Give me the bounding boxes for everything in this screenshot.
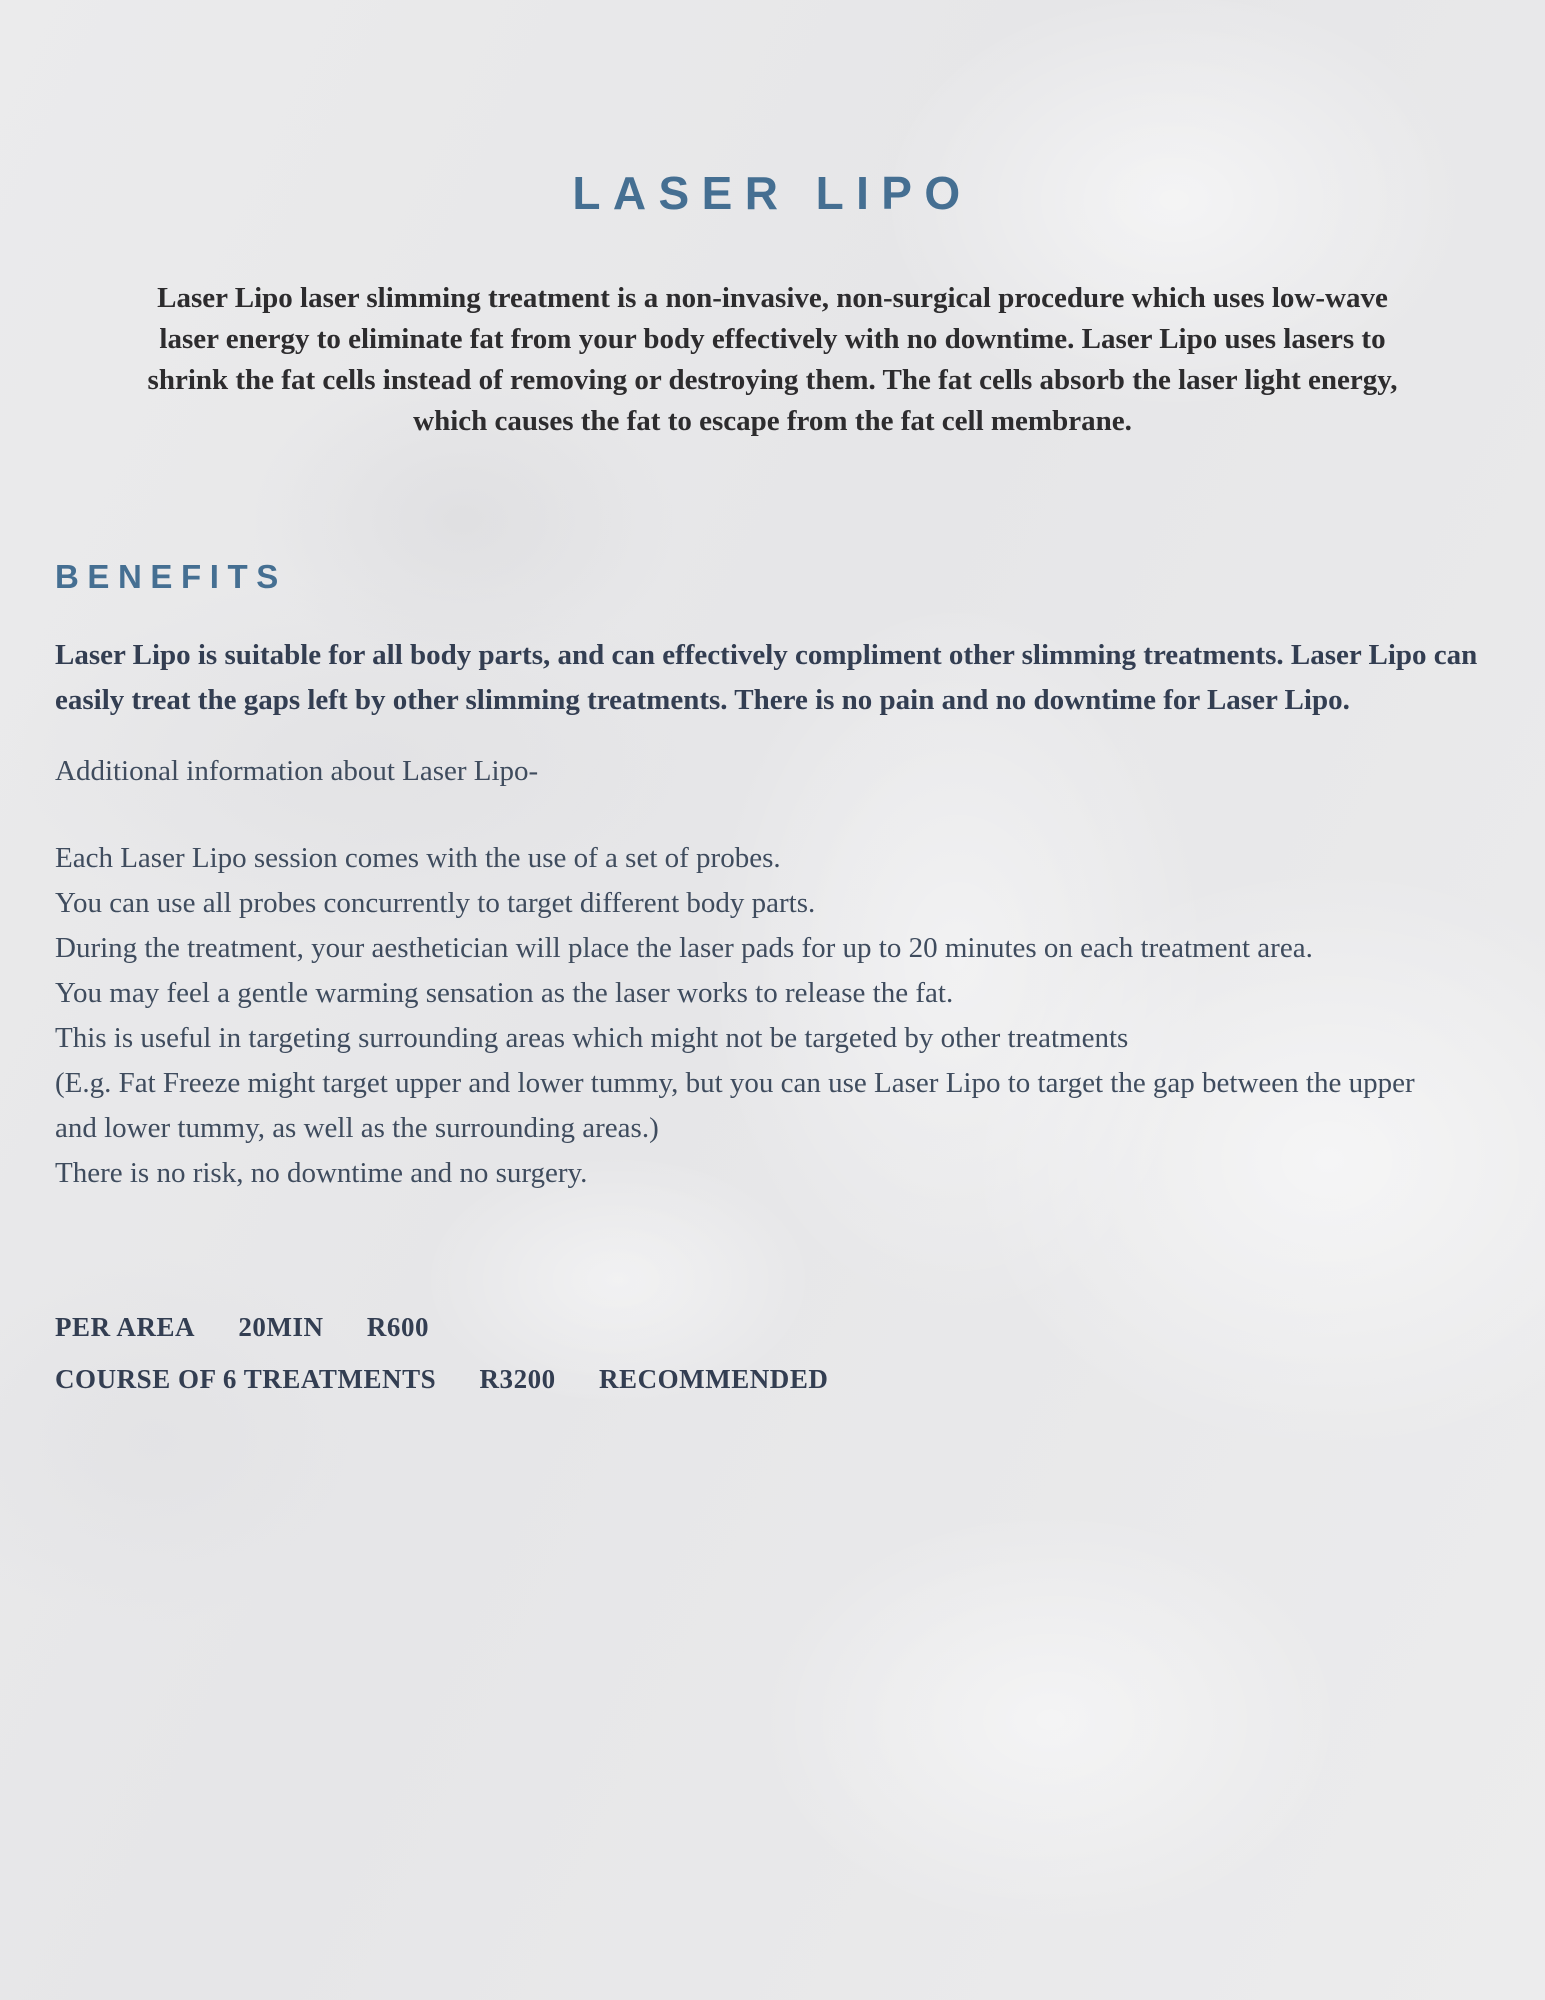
benefits-section [0,560,1545,1196]
price-row-course [55,1358,1545,1400]
price-course-label: COURSE OF 6 TREATMENTS [55,1364,437,1394]
detail-line-targeting: This is useful in targeting surrounding areas which might not be targeted by other treatments [55,1022,1129,1054]
price-row-per-area [55,1306,1545,1348]
detail-line-duration: During the treatment, your aesthetician will place the laser pads for up to 20 minutes on each treatment area. [55,932,1313,964]
benefits-heading: BENEFITS [55,558,287,595]
benefits-summary: Laser Lipo is suitable for all body parts, and can effectively compliment other slimming treatments. Laser Lipo can easily treat the gaps left by other slimming treatments. There is no pain and no downtime for Laser Lipo. [55,639,1478,716]
price-area-duration: 20MIN [238,1312,324,1342]
price-area-amount: R600 [366,1312,430,1342]
detail-line-no-risk: There is no risk, no downtime and no surgery. [55,1157,588,1189]
price-course-note: RECOMMENDED [599,1364,829,1394]
price-course-amount: R3200 [479,1364,556,1394]
pricing-section [55,1306,1545,1400]
detail-line-probes: Each Laser Lipo session comes with the use of a set of probes. [55,842,781,874]
detail-line-example: (E.g. Fat Freeze might target upper and lower tummy, but you can use Laser Lipo to target the gap between the upper and lower tummy, as well as the surrounding areas.) [55,1067,1415,1144]
page-title: LASER LIPO [572,167,973,219]
details-list [55,836,1455,1196]
price-area-label: PER AREA [55,1312,196,1342]
additional-info-label: Additional information about Laser Lipo- [55,755,539,787]
detail-line-sensation: You may feel a gentle warming sensation as the laser works to release the fat. [55,977,954,1009]
intro-paragraph: Laser Lipo laser slimming treatment is a non-invasive, non-surgical procedure which uses low-wave laser energy to eliminate fat from your body effectively with no downtime. Laser Lipo uses lasers to shrink the fat cells instead of removing or destroying them. The fat cells absorb the laser light energy, which causes the fat to escape from the fat cell membrane. [147,282,1398,437]
detail-line-concurrent: You can use all probes concurrently to target different body parts. [55,887,816,919]
